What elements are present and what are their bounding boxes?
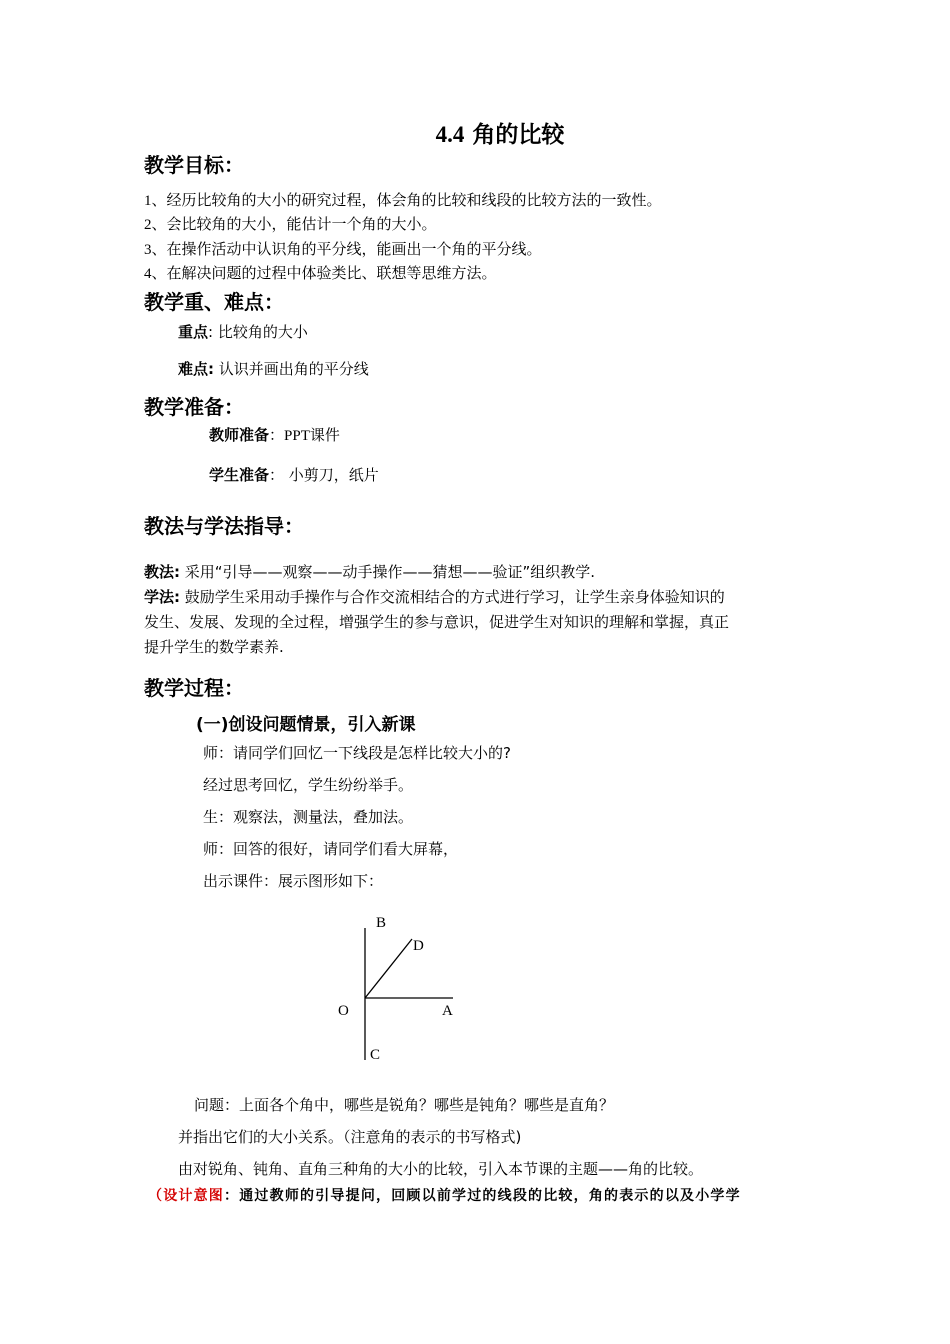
dialogue-line: 经过思考回忆，学生纷纷举手。: [203, 776, 414, 794]
dialogue-line: 师：回答的很好，请同学们看大屏幕，: [203, 840, 459, 858]
objective-item: 2、会比较角的大小，能估计一个角的大小。: [144, 215, 437, 233]
teacher-prep-line: 教师准备：PPT课件: [209, 426, 340, 444]
label-d: D: [413, 938, 424, 954]
objectives-heading: 教学目标：: [144, 153, 244, 177]
teaching-method-line: 教法: 采用“引导——观察——动手操作——猜想——验证”组织教学.: [144, 563, 596, 581]
design-intent: （设计意图：通过教师的引导提问，回顾以前学过的线段的比较，角的表示的以及小学学: [148, 1188, 741, 1204]
learning-method-line: 发生、发展、发现的全过程，增强学生的参与意识，促进学生对知识的理解和掌握，真正: [144, 613, 730, 631]
section-heading: (一)创设问题情景，引入新课: [196, 715, 416, 735]
angle-figure: [325, 905, 475, 1065]
dialogue-line: 师：请同学们回忆一下线段是怎样比较大小的?: [203, 744, 511, 762]
process-heading: 教学过程：: [144, 676, 244, 700]
ray-od: [365, 939, 412, 998]
question-line: 问题：上面各个角中，哪些是锐角？哪些是钝角？哪些是直角？: [194, 1096, 615, 1114]
difficulty-line: 难点: 认识并画出角的平分线: [178, 360, 369, 378]
title-number: 4.4: [435, 122, 465, 147]
label-a: A: [442, 1003, 453, 1019]
objective-item: 4、在解决问题的过程中体验类比、联想等思维方法。: [144, 264, 497, 282]
dialogue-line: 出示课件：展示图形如下：: [203, 872, 384, 890]
label-b: B: [376, 915, 387, 931]
dialogue-line: 生：观察法，测量法，叠加法。: [203, 808, 414, 826]
learning-method-line: 学法: 鼓励学生采用动手操作与合作交流相结合的方式进行学习，让学生亲身体验知识的: [144, 588, 725, 606]
question-line: 并指出它们的大小关系。（注意角的表示的书写格式): [178, 1128, 522, 1146]
intro-line: 由对锐角、钝角、直角三种角的大小的比较，引入本节课的主题——角的比较。: [178, 1160, 704, 1178]
objective-item: 1、经历比较角的大小的研究过程，体会角的比较和线段的比较方法的一致性。: [144, 191, 662, 209]
objective-item: 3、在操作活动中认识角的平分线，能画出一个角的平分线。: [144, 240, 542, 258]
preparation-heading: 教学准备：: [144, 395, 244, 419]
learning-method-line: 提升学生的数学素养.: [144, 638, 284, 656]
key-points-heading: 教学重、难点：: [144, 290, 284, 314]
label-o: O: [338, 1003, 349, 1019]
label-c: C: [370, 1047, 381, 1063]
student-prep-line: 学生准备： 小剪刀，纸片: [209, 466, 379, 484]
methods-heading: 教法与学法指导：: [144, 514, 304, 538]
focus-line: 重点: 比较角的大小: [178, 323, 308, 341]
title-text: 角的比较: [472, 122, 565, 148]
page-title: [0, 116, 950, 149]
